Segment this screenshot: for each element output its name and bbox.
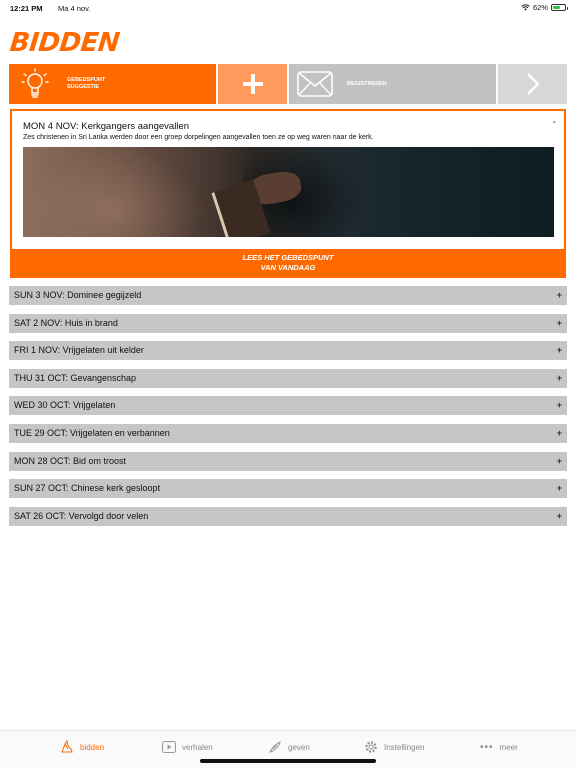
top-actions (9, 64, 567, 104)
tab-meer[interactable]: ••• meer (480, 741, 518, 753)
prayer-list-item[interactable] (9, 507, 567, 526)
expand-icon[interactable]: + (556, 290, 562, 300)
more-dots-icon: ••• (480, 741, 494, 753)
expand-icon[interactable]: + (556, 317, 562, 328)
prayer-list (9, 286, 567, 534)
expand-icon[interactable]: + (556, 400, 562, 411)
prayer-item-label: SAT 2 NOV: Huis in brand (14, 317, 118, 328)
tab-instellingen[interactable]: Instellingen (364, 740, 424, 754)
tab-verhalen[interactable]: verhalen (162, 740, 213, 754)
expand-icon[interactable]: + (556, 483, 562, 494)
prayer-item-label: TUE 29 OCT: Vrijgelaten en verbannen (14, 427, 170, 438)
battery-icon (551, 4, 566, 11)
page-title: BIDDEN (8, 28, 121, 58)
featured-description: Zes christenen in Sri Lanka werden door een groep dorpelingen aangevallen toen ze op weg waren naar de kerk. (23, 134, 374, 141)
prayer-list-item[interactable] (9, 369, 567, 388)
expand-icon[interactable]: + (556, 345, 562, 356)
expand-icon[interactable]: + (556, 372, 562, 383)
wifi-icon (521, 4, 530, 11)
prayer-item-label: SUN 27 OCT: Chinese kerk gesloopt (14, 483, 161, 494)
suggest-prayer-label: GEBEDSPUNT SUGGESTIE (67, 77, 106, 90)
read-today-button[interactable]: LEES HET GEBEDSPUNT VAN VANDAAG (10, 249, 566, 278)
heart-hand-icon (268, 740, 282, 754)
prayer-item-label: SAT 26 OCT: Vervolgd door velen (14, 510, 149, 521)
prayer-list-item[interactable] (9, 396, 567, 415)
expand-icon[interactable]: + (556, 455, 562, 466)
status-indicators (521, 3, 566, 12)
expand-icon[interactable]: + (556, 427, 562, 438)
prayer-item-label: FRI 1 NOV: Vrijgelaten uit kelder (14, 345, 144, 356)
next-button[interactable] (498, 64, 567, 104)
prayer-item-label: THU 31 OCT: Gevangenschap (14, 372, 137, 383)
featured-prayer (10, 109, 566, 278)
prayer-item-label: MON 28 OCT: Bid om troost (14, 455, 127, 466)
battery-level (553, 6, 560, 9)
status-time: 12:21 PM (10, 4, 43, 13)
home-indicator (200, 759, 376, 763)
prayer-list-item[interactable] (9, 424, 567, 443)
gear-icon (364, 740, 378, 754)
prayer-list-item[interactable] (9, 286, 567, 305)
status-date: Ma 4 nov. (58, 4, 91, 13)
add-prayer-button[interactable] (218, 64, 287, 104)
prayer-list-item[interactable] (9, 341, 567, 360)
prayer-list-item[interactable] (9, 314, 567, 333)
chevron-right-icon (525, 72, 541, 96)
suggest-prayer-button[interactable] (9, 64, 216, 104)
prayer-list-item[interactable] (9, 479, 567, 498)
expand-icon[interactable]: + (556, 510, 562, 521)
praying-hands-icon (60, 740, 74, 754)
plus-icon (242, 73, 264, 95)
register-label: REGISTREREN (347, 80, 387, 87)
envelope-icon (289, 64, 341, 104)
featured-image (23, 147, 554, 237)
register-button[interactable] (289, 64, 496, 104)
prayer-item-label: WED 30 OCT: Vrijgelaten (14, 400, 116, 411)
collapse-button[interactable]: - (552, 117, 556, 128)
status-bar (0, 0, 576, 16)
play-icon (162, 741, 176, 753)
lightbulb-icon (9, 64, 61, 104)
featured-title: MON 4 NOV: Kerkgangers aangevallen (23, 121, 189, 132)
tab-geven[interactable]: geven (268, 740, 310, 754)
prayer-item-label: SUN 3 NOV: Dominee gegijzeld (14, 290, 142, 300)
prayer-list-item[interactable] (9, 452, 567, 471)
battery-percentage: 62% (532, 3, 548, 12)
tab-bidden[interactable]: bidden (60, 740, 104, 754)
